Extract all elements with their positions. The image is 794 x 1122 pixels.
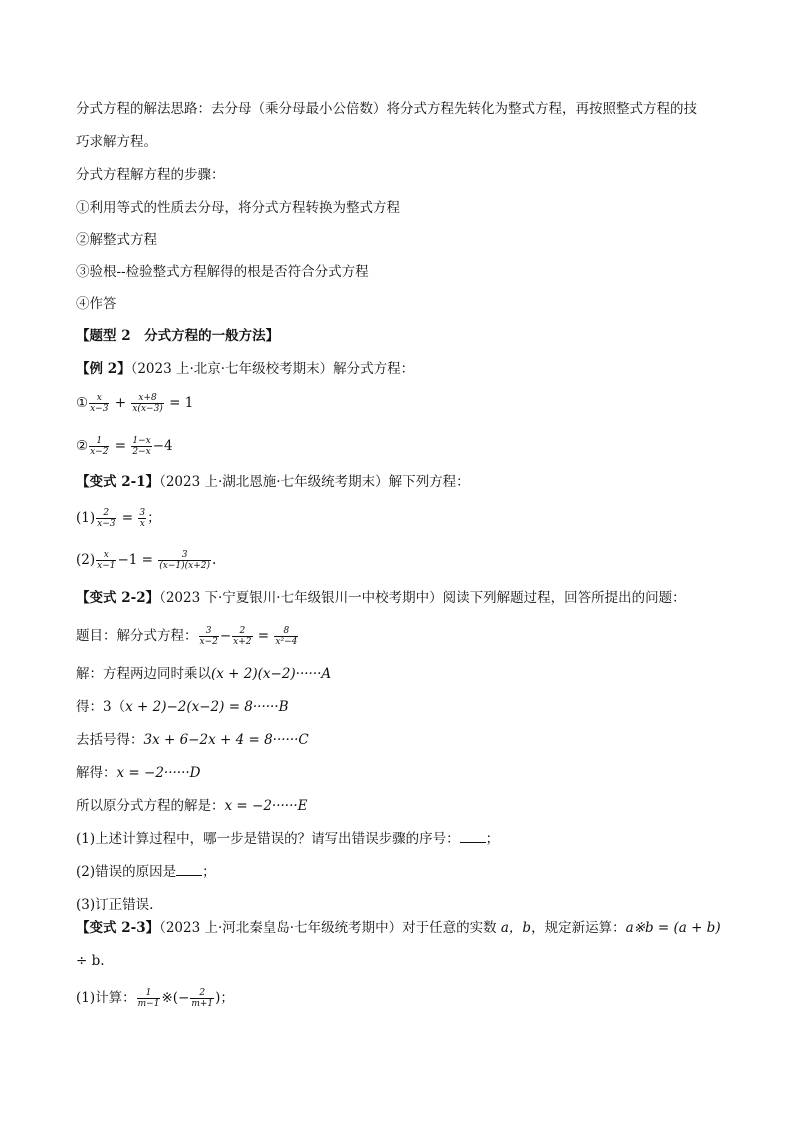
fraction bbox=[131, 393, 163, 414]
denominator: x−3 bbox=[90, 404, 109, 414]
question-text: (1)上述计算过程中，哪一步是错误的？请写出错误步骤的序号： bbox=[76, 831, 460, 847]
variant-2-1-equation-2 bbox=[76, 550, 216, 571]
denominator: x(x−3) bbox=[132, 404, 163, 414]
denominator: x−3 bbox=[97, 519, 116, 529]
punctuation: . bbox=[212, 552, 217, 568]
operator: = bbox=[121, 510, 134, 526]
denominator: x bbox=[139, 519, 145, 529]
rule-text: ，规定新运算： bbox=[531, 920, 626, 936]
steps-title: 分式方程解方程的步骤： bbox=[76, 167, 225, 183]
denominator: m+1 bbox=[191, 999, 214, 1009]
variant-2-3-source: （2023 上·河北秦皇岛·七年级统考期中）对于任意的实数 bbox=[159, 920, 501, 936]
solution-line-b bbox=[76, 697, 289, 717]
numerator: 1 bbox=[89, 436, 109, 447]
question-3: (3)订正错误. bbox=[76, 897, 154, 913]
numerator: 2 bbox=[190, 988, 214, 999]
fraction bbox=[89, 393, 109, 414]
numerator: 2 bbox=[232, 626, 252, 637]
intro-paragraph-line2: 巧求解方程。 bbox=[76, 134, 157, 150]
item-label: (1)计算： bbox=[76, 990, 136, 1006]
denominator: m−1 bbox=[137, 999, 160, 1009]
variant-2-3-tag: 【变式 2-3】 bbox=[76, 920, 160, 936]
solution-text: 去括号得： bbox=[76, 732, 144, 748]
operator: = bbox=[114, 438, 127, 454]
solution-math: 3x + 6−2x + 4 = 8······C bbox=[143, 732, 309, 748]
operator: −1 = bbox=[117, 552, 153, 568]
solution-line-c bbox=[76, 730, 309, 750]
solution-line-e bbox=[76, 796, 308, 816]
numerator: x bbox=[89, 393, 109, 404]
fraction bbox=[158, 550, 211, 571]
step-2: ②解整式方程 bbox=[76, 232, 157, 248]
operator: ※ bbox=[161, 990, 173, 1006]
item-label: (1) bbox=[76, 510, 96, 526]
fraction bbox=[274, 626, 298, 647]
numerator: 2 bbox=[96, 508, 116, 519]
denominator: x²−4 bbox=[275, 637, 298, 647]
fraction bbox=[137, 988, 161, 1009]
numerator: 3 bbox=[199, 626, 219, 637]
denominator: x−1 bbox=[97, 561, 116, 571]
variant-2-3-header bbox=[76, 918, 721, 938]
operator: = bbox=[257, 628, 270, 644]
numerator: x bbox=[96, 550, 116, 561]
variant-2-1-source: （2023 上·湖北恩施·七年级统考期末）解下列方程： bbox=[159, 474, 470, 490]
item-mark: ① bbox=[76, 395, 89, 411]
fraction bbox=[131, 436, 151, 457]
equation-rest: −4 bbox=[152, 438, 173, 454]
variant-2-2-tag: 【变式 2-2】 bbox=[76, 590, 160, 606]
step-3: ③验根--检验整式方程解得的根是否符合分式方程 bbox=[76, 264, 369, 280]
solution-line-d bbox=[76, 763, 200, 783]
punctuation: ； bbox=[147, 510, 161, 526]
variant-2-1-equation-1 bbox=[76, 508, 161, 529]
paren-close: )； bbox=[215, 990, 234, 1006]
fraction bbox=[96, 508, 116, 529]
operator: + bbox=[114, 395, 127, 411]
example-2-equation-2 bbox=[76, 436, 173, 457]
example-2-equation-1 bbox=[76, 393, 193, 414]
fraction bbox=[199, 626, 219, 647]
step-4: ④作答 bbox=[76, 296, 117, 312]
numerator: 3 bbox=[139, 508, 146, 518]
variant-2-2-source: （2023 下·宁夏银川·七年级银川一中校考期中）阅读下列解题过程，回答所提出的问题： bbox=[159, 590, 686, 606]
denominator: x−2 bbox=[199, 637, 218, 647]
solution-math: x = −2······E bbox=[224, 798, 308, 814]
solution-text: 解得： bbox=[76, 765, 117, 781]
answer-blank[interactable] bbox=[176, 863, 202, 876]
fraction bbox=[89, 436, 109, 457]
denominator: x+2 bbox=[233, 637, 252, 647]
question-1 bbox=[76, 829, 499, 849]
example-2-header bbox=[76, 359, 414, 379]
solution-line-a bbox=[76, 664, 331, 684]
paren-open: (− bbox=[172, 990, 190, 1006]
denominator: (x−1)(x+2) bbox=[159, 561, 211, 571]
variant-2-1-header bbox=[76, 472, 470, 492]
denominator: x−2 bbox=[90, 447, 109, 457]
step-1: ①利用等式的性质去分母，将分式方程转换为整式方程 bbox=[76, 200, 400, 216]
numerator: 1 bbox=[137, 988, 161, 999]
fraction bbox=[232, 626, 252, 647]
numerator: x+8 bbox=[131, 393, 163, 404]
solution-text: 解：方程两边同时乘以 bbox=[76, 666, 211, 682]
item-mark: ② bbox=[76, 438, 89, 454]
question-2 bbox=[76, 862, 216, 882]
punctuation: ； bbox=[202, 864, 216, 880]
rule-math: a※b = (a + b) bbox=[625, 920, 721, 936]
fraction bbox=[138, 508, 146, 529]
numerator: 8 bbox=[274, 626, 298, 637]
variant-2-2-header bbox=[76, 588, 686, 608]
solution-text: 得：3（ bbox=[76, 699, 126, 715]
variant-2-1-tag: 【变式 2-1】 bbox=[76, 474, 160, 490]
example-2-source: （2023 上·北京·七年级校考期末）解分式方程： bbox=[130, 361, 415, 377]
fraction bbox=[96, 550, 116, 571]
variant-2-3-rule-continued: ÷ b. bbox=[76, 953, 105, 969]
solution-math: (x + 2)(x−2)······A bbox=[211, 666, 332, 682]
answer-blank[interactable] bbox=[460, 830, 486, 843]
punctuation: ； bbox=[485, 831, 500, 847]
problem-label: 题目：解分式方程： bbox=[76, 628, 198, 644]
equation-rhs: = 1 bbox=[169, 395, 194, 411]
operator: − bbox=[219, 628, 232, 644]
denominator: 2−x bbox=[132, 447, 151, 457]
variant-2-3-question-1 bbox=[76, 988, 234, 1009]
variables: a，b bbox=[500, 920, 532, 936]
numerator: 1−x bbox=[132, 436, 151, 446]
item-label: (2) bbox=[76, 552, 96, 568]
solution-math: x = −2······D bbox=[116, 765, 201, 781]
solution-text: 所以原分式方程的解是： bbox=[76, 798, 225, 814]
fraction bbox=[190, 988, 214, 1009]
numerator: 3 bbox=[158, 550, 211, 561]
example-2-tag: 【例 2】 bbox=[76, 361, 131, 377]
question-text: (2)错误的原因是 bbox=[76, 864, 177, 880]
intro-paragraph-line1: 分式方程的解法思路：去分母（乘分母最小公倍数）将分式方程先转化为整式方程，再按照整式方程的技 bbox=[76, 101, 697, 117]
variant-2-2-problem bbox=[76, 626, 299, 647]
section-title: 【题型 2 分式方程的一般方法】 bbox=[76, 328, 280, 344]
solution-math: x + 2)−2(x−2) = 8······B bbox=[125, 699, 289, 715]
